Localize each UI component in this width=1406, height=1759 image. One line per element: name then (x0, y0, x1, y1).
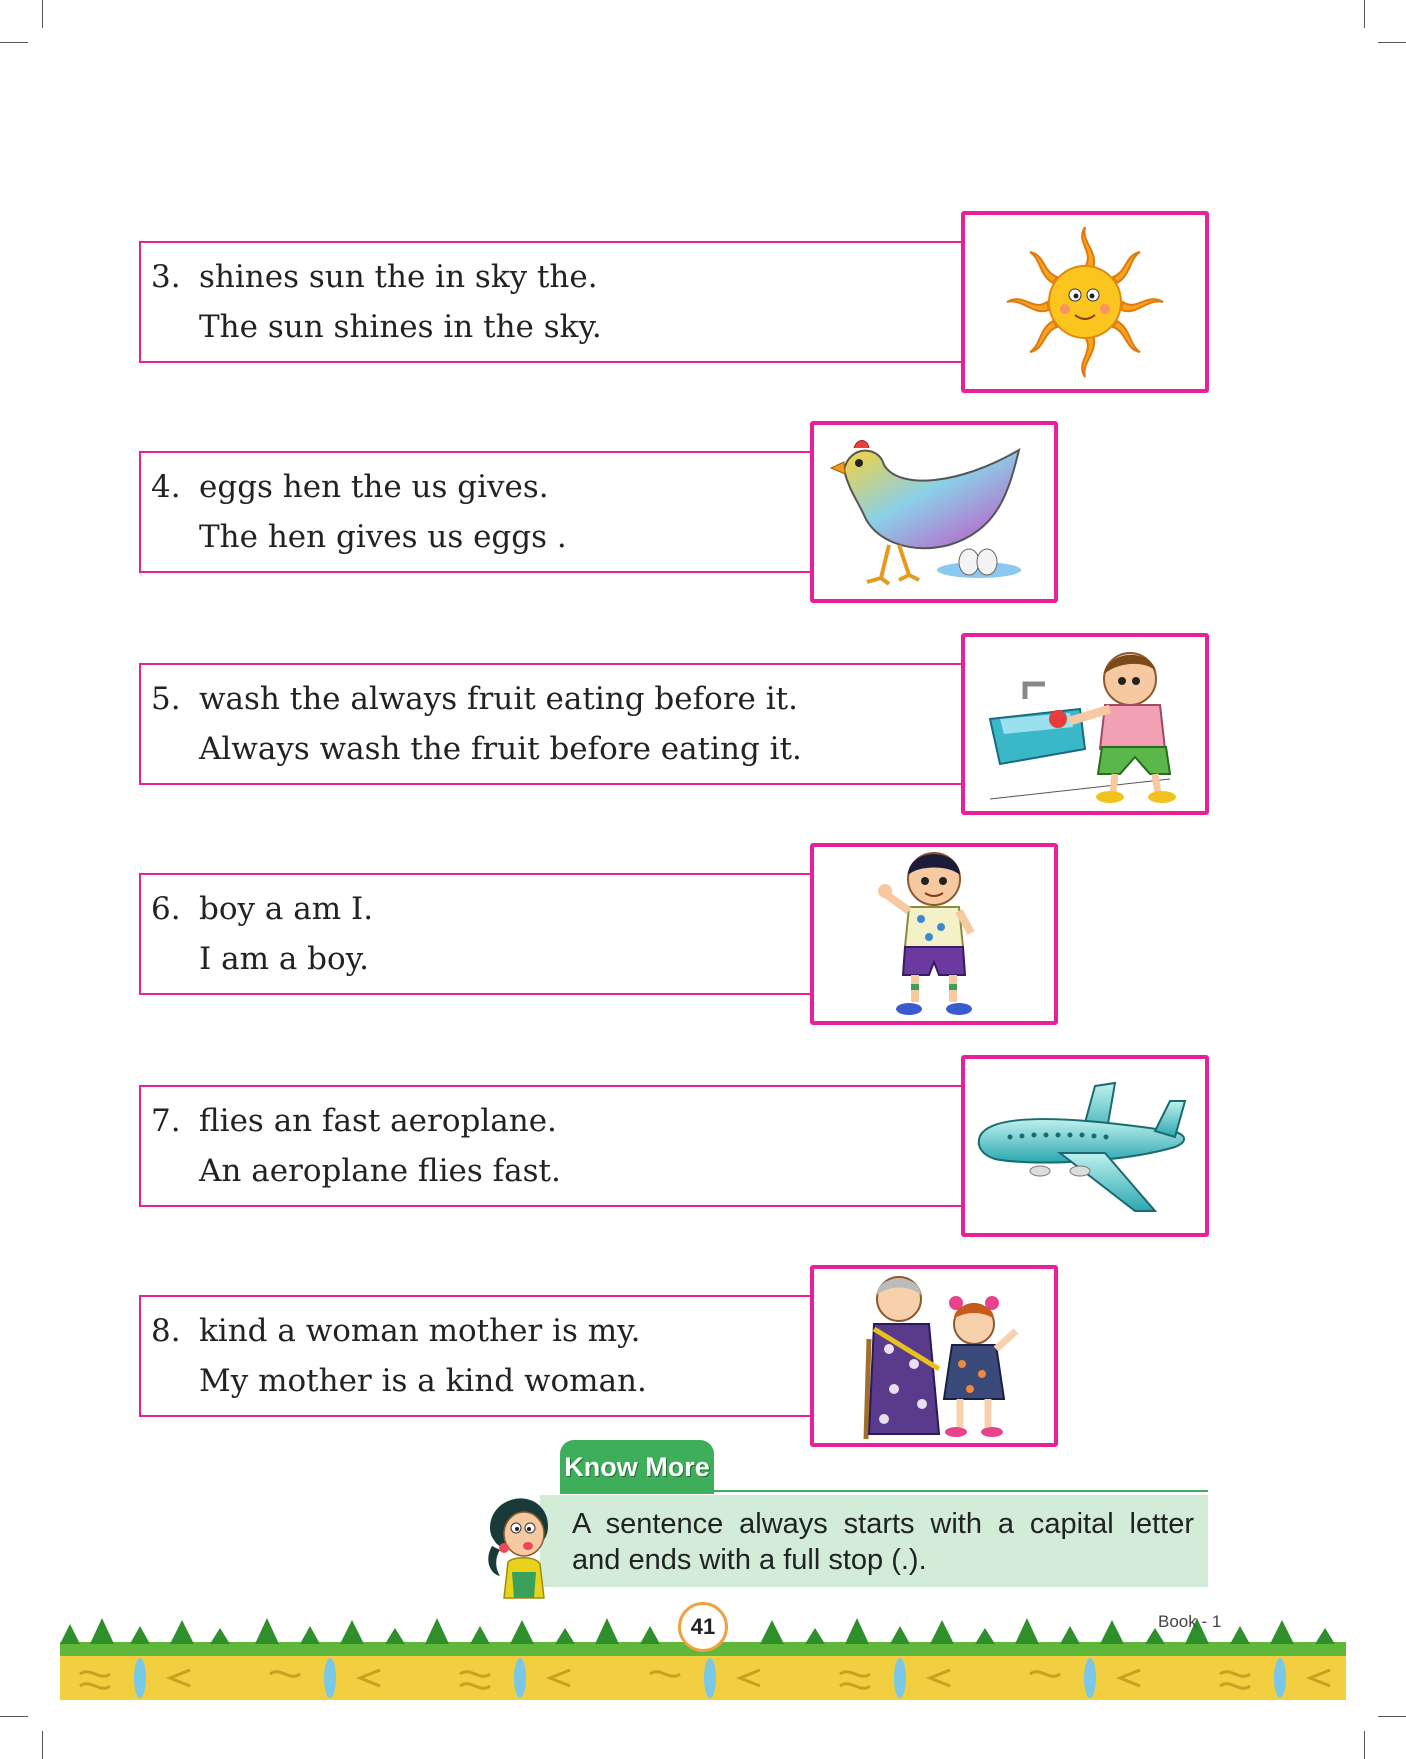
item-number: 6. (151, 891, 181, 927)
item-number: 4. (151, 469, 181, 505)
know-more-title: Know More (560, 1440, 714, 1494)
boy-icon (859, 847, 1009, 1021)
exercise-item (139, 663, 964, 785)
answer-sentence: The hen gives us eggs . (199, 519, 567, 555)
item-number: 7. (151, 1103, 181, 1139)
jumbled-sentence: shines sun the in sky the. (199, 259, 598, 295)
jumbled-sentence: boy a am I. (199, 891, 374, 927)
exercise-item (139, 1295, 814, 1417)
sun-picture (961, 211, 1209, 393)
exercise-item (139, 1085, 964, 1207)
girl-mascot-icon (486, 1490, 556, 1600)
exercise-item (139, 873, 814, 995)
item-number: 8. (151, 1313, 181, 1349)
aeroplane-picture (961, 1055, 1209, 1237)
item-number: 5. (151, 681, 181, 717)
answer-sentence: An aeroplane flies fast. (199, 1153, 561, 1189)
jumbled-sentence: eggs hen the us gives. (199, 469, 549, 505)
answer-sentence: The sun shines in the sky. (199, 309, 602, 345)
answer-sentence: Always wash the fruit before eating it. (199, 731, 802, 767)
grandmother-and-girl-picture (810, 1265, 1058, 1447)
boy-washing-fruit-icon (970, 639, 1200, 809)
grandmother-and-girl-icon (834, 1269, 1034, 1443)
jumbled-sentence: flies an fast aeroplane. (199, 1103, 557, 1139)
know-more-divider (560, 1490, 1208, 1492)
hen-icon (819, 430, 1049, 595)
aeroplane-icon (970, 1071, 1200, 1221)
exercise-item (139, 241, 964, 363)
sun-icon (995, 217, 1175, 387)
exercise-item (139, 451, 814, 573)
boy-picture (810, 843, 1058, 1025)
jumbled-sentence: kind a woman mother is my. (199, 1313, 641, 1349)
hen-picture (810, 421, 1058, 603)
answer-sentence: My mother is a kind woman. (199, 1363, 647, 1399)
boy-washing-fruit-picture (961, 633, 1209, 815)
answer-sentence: I am a boy. (199, 941, 369, 977)
page-number: 41 (678, 1602, 728, 1652)
book-label: Book - 1 (1158, 1612, 1222, 1631)
jumbled-sentence: wash the always fruit eating before it. (199, 681, 798, 717)
item-number: 3. (151, 259, 181, 295)
know-more-text: A sentence always starts with a capital letter and ends with a full stop (.). (572, 1508, 1194, 1576)
